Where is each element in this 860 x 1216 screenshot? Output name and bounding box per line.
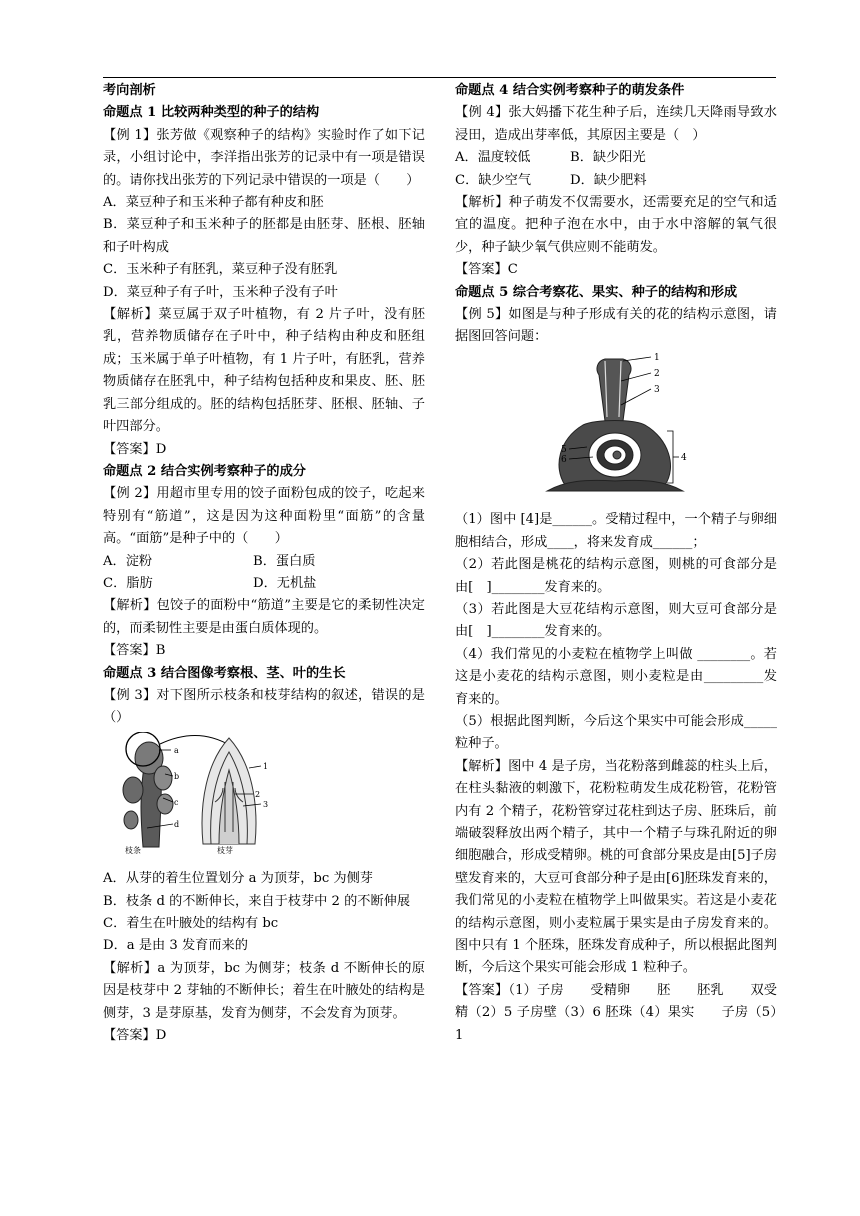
p3-option-a: A．从芽的着生位置划分 a 为顶芽，bc 为侧芽	[103, 871, 373, 887]
p5-stem: 【例 5】如图是与种子形成有关的花的结构示意图，请据图回答问题：	[455, 307, 777, 345]
p5-q4: （4）我们常见的小麦粒在植物学上叫做 ________。若这是小麦花的结构示意图，则小麦粒是由_________发育来的。	[455, 646, 777, 707]
p5-answer: 【答案】（1）子房 受精卵 胚 胚乳 双受精（2）5 子房壁（3）6 胚珠（4）果实 子房（5）1	[455, 982, 777, 1043]
p2-title: 命题点 2 结合实例考察种子的成分	[103, 463, 306, 479]
p4-analysis: 【解析】种子萌发不仅需要水，还需要充足的空气和适宜的温度。把种子泡在水中，由于水中溶解的氧气很少，种子缺少氧气供应则不能萌发。	[455, 195, 777, 255]
p4-title: 命题点 4 结合实例考察种子的萌发条件	[455, 83, 685, 98]
bud-label-1: 1	[263, 761, 269, 771]
connector-arrow	[160, 735, 231, 746]
p1-option-d: D．菜豆种子有子叶，玉米种子没有子叶	[103, 284, 338, 300]
p5-q1: （1）图中 [4]是______。受精过程中，一个精子与卵细胞相结合，形成____，将来发育成______；	[455, 512, 777, 550]
bud-label-3: 3	[263, 799, 269, 809]
flower-label-6: 6	[561, 454, 567, 465]
p1-answer: 【答案】D	[103, 441, 167, 457]
right-column	[455, 80, 777, 1047]
p5-q3: （3）若此图是大豆花结构示意图，则大豆可食部分是由[ ]________发育来的。	[455, 601, 777, 640]
flower-label-4: 4	[681, 452, 687, 463]
p2-answer: 【答案】B	[103, 643, 166, 659]
p2-option-a: A．淀粉	[103, 553, 153, 569]
pistil-drawing	[547, 359, 683, 491]
p4-option-d: D．缺少肥料	[570, 172, 647, 188]
p3-stem: 【例 3】对下图所示枝条和枝芽结构的叙述，错误的是（）	[103, 687, 425, 726]
p3-title: 命题点 3 结合图像考察根、茎、叶的生长	[103, 665, 346, 681]
p1-analysis: 【解析】菜豆属于双子叶植物，有 2 片子叶，没有胚乳，营养物质储存在子叶中，种子结构由种皮和胚组成；玉米属于单子叶植物，有 1 片子叶，有胚乳，营养物质储存在胚乳中，种子结构包括种皮和果皮、胚、胚乳三部分组成的。胚的结构包括胚芽、胚根、胚轴、子叶四部分。	[103, 307, 425, 435]
p5-title: 命题点 5 综合考察花、果实、种子的结构和形成	[455, 284, 738, 300]
section-title: 考向剖析	[103, 83, 156, 98]
p3-option-c: C．着生在叶腋处的结构有 bc	[103, 916, 279, 931]
p5-q5: （5）根据此图判断，今后这个果实中可能会形成_____粒种子。	[455, 713, 777, 752]
branch-label-d: d	[174, 819, 180, 829]
p4-option-a: A．温度较低	[455, 150, 531, 166]
branch-label-b: b	[174, 771, 180, 781]
p1-option-b: B．菜豆种子和玉米种子的胚都是由胚芽、胚根、胚轴和子叶构成	[103, 217, 425, 255]
bud-label-2: 2	[255, 789, 261, 799]
p5-analysis: 【解析】图中 4 是子房，当花粉落到雌蕊的柱头上后，在柱头黏液的刺激下，花粉粒萌发生成花粉管，花粉管内有 2 个精子，花粉管穿过花柱到达子房、胚珠后，前端破裂释放出两个精子，其中一个精子与珠孔附近的卵细胞融合，形成受精卵。桃的可食部分果皮是由[5]子房壁发育来的，大豆可食部分种子是由[6]胚珠发育来的，我们常见的小麦粒在植物学上叫做果实。若这是小麦花的结构示意图，则小麦粒属于果实是由子房发育来的。图中只有 1 个胚珠，胚珠发育成种子，所以根据此图判断，今后这个果实可能会形成 1 粒种子。	[455, 758, 777, 976]
flower-structure-figure	[455, 351, 777, 497]
p1-title: 命题点 1 比较两种类型的种子的结构	[103, 105, 320, 121]
p4-option-c: C．缺少空气	[455, 172, 532, 188]
p4-options-row1	[455, 147, 777, 169]
p3-analysis: 【解析】a 为顶芽，bc 为侧芽；枝条 d 不断伸长的原因是枝芽中 2 芽轴的不断伸长；着生在叶腋处的结构是侧芽，3 是芽原基，发育为侧芽，不会发育为顶芽。	[103, 960, 425, 1021]
p5-q2: （2）若此图是桃花的结构示意图，则桃的可食部分是由[ ]________发育来的。	[455, 557, 777, 595]
p4-stem: 【例 4】张大妈播下花生种子后，连续几天降雨导致水浸田，造成出芽率低，其原因主要是（ ）	[455, 105, 777, 143]
left-column	[103, 80, 425, 1047]
bud-section-drawing	[202, 738, 256, 844]
p2-analysis: 【解析】包饺子的面粉中“筋道”主要是它的柔韧性决定的，而柔韧性主要是由蛋白质体现的。	[103, 598, 425, 636]
p3-option-d: D．a 是由 3 发育而来的	[103, 938, 248, 954]
p1-option-c: C．玉米种子有胚乳，菜豆种子没有胚乳	[103, 262, 338, 278]
p3-answer: 【答案】D	[103, 1028, 167, 1044]
p2-option-b: B．蛋白质	[253, 553, 316, 569]
branch-label-a: a	[174, 745, 179, 755]
p2-stem: 【例 2】用超市里专用的饺子面粉包成的饺子，吃起来特别有“筋道”，这是因为这种面粉里“面筋”的含量高。“面筋”是种子中的（ ）	[103, 486, 425, 547]
branch-bud-figure	[103, 732, 425, 856]
flower-label-1: 1	[654, 352, 660, 363]
p4-option-b: B．缺少阳光	[570, 150, 646, 166]
p1-option-a: A．菜豆种子和玉米种子都有种皮和胚	[103, 195, 324, 211]
branch-caption: 枝条	[125, 845, 141, 855]
branch-drawing	[123, 742, 173, 847]
p2-options-row2	[103, 573, 425, 595]
header-rule	[103, 77, 776, 78]
p2-options-row1	[103, 551, 425, 573]
p1-stem: 【例 1】张芳做《观察种子的结构》实验时作了如下记录，小组讨论中，李洋指出张芳的记录中有一项是错误的。请你找出张芳的下列记录中错误的一项是（ ）	[103, 127, 425, 188]
flower-label-5: 5	[561, 444, 567, 455]
flower-label-2: 2	[654, 368, 660, 379]
p4-answer: 【答案】C	[455, 262, 518, 278]
branch-label-c: c	[174, 797, 179, 807]
p2-option-d: D．无机盐	[253, 575, 317, 591]
p3-option-b: B．枝条 d 的不断伸长，来自于枝芽中 2 的不断伸展	[103, 893, 411, 909]
p4-options-row2	[455, 170, 777, 192]
flower-label-3: 3	[654, 384, 660, 395]
p2-option-c: C．脂肪	[103, 575, 153, 591]
bud-caption: 枝芽	[217, 845, 233, 855]
